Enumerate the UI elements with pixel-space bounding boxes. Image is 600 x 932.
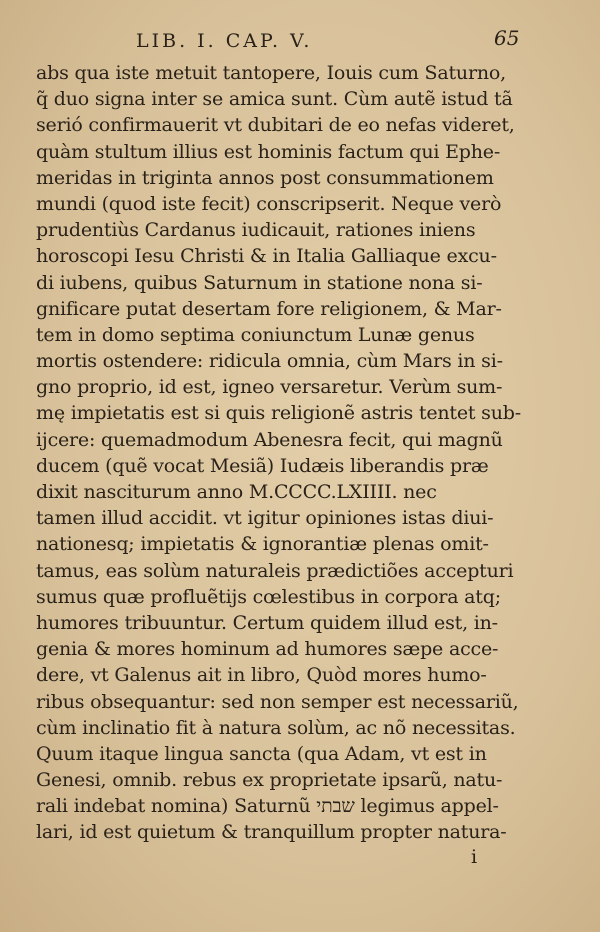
text-line: serió confirmauerit vt dubitari de eo nefas videret, bbox=[36, 114, 515, 137]
text-line: horoscopi Iesu Christi & in Italia Galliaque excu- bbox=[36, 245, 497, 268]
page-number: 65 bbox=[494, 26, 520, 50]
running-head: LIB. I. CAP. V. bbox=[136, 30, 313, 52]
text-line: mortis ostendere: ridicula omnia, cùm Mars in si- bbox=[36, 350, 503, 373]
catchword: i bbox=[471, 846, 478, 868]
text-line: ijcere: quemadmodum Abenesra fecit, qui magnũ bbox=[36, 428, 503, 451]
text-line: q̃ duo signa inter se amica sunt. Cùm autẽ istud tã bbox=[36, 88, 513, 111]
text-line: Genesi, omnib. rebus ex proprietate ipsarũ, natu- bbox=[36, 769, 503, 792]
text-line: prudentiùs Cardanus iudicauit, rationes iniens bbox=[36, 219, 476, 242]
text-line: nationesq; impietatis & ignorantiæ plenas omit- bbox=[36, 533, 489, 556]
text-line: meridas in triginta annos post consummationem bbox=[36, 166, 494, 189]
text-line: gno proprio, id est, igneo versaretur. Verùm sum- bbox=[36, 376, 503, 399]
text-line: mundi (quod iste fecit) conscripserit. Neque verò bbox=[36, 192, 502, 215]
text-line: gnificare putat desertam fore religionem, & Mar- bbox=[36, 297, 502, 320]
text-line: ducem (quẽ vocat Mesiã) Iudæis liberandis præ bbox=[36, 454, 489, 477]
text-line: lari, id est quietum & tranquillum propter natura- bbox=[36, 821, 507, 844]
text-line: tamen illud accidit. vt igitur opiniones istas diui- bbox=[36, 507, 494, 530]
text-line: di iubens, quibus Saturnum in statione nona si- bbox=[36, 271, 483, 294]
text-line: Quum itaque lingua sancta (qua Adam, vt est in bbox=[36, 742, 487, 765]
text-line: ribus obsequantur: sed non semper est necessariũ, bbox=[36, 690, 519, 713]
text-line: dixit nasciturum anno M.CCCC.LXIIII. nec bbox=[36, 481, 437, 503]
text-line: dere, vt Galenus ait in libro, Quòd mores humo- bbox=[36, 664, 487, 687]
text-line: quàm stultum illius est hominis factum qui Ephe- bbox=[36, 140, 501, 163]
body-text bbox=[36, 60, 536, 846]
text-line: sumus quæ profluẽtijs cœlestibus in corpora atq; bbox=[36, 585, 501, 608]
text-line: tem in domo septima coniunctum Lunæ genus bbox=[36, 323, 475, 346]
text-line: rali indebat nomina) Saturnũ שבתי legimus appel- bbox=[36, 795, 499, 818]
text-line: humores tribuuntur. Certum quidem illud est, in- bbox=[36, 611, 498, 634]
page-header bbox=[0, 26, 600, 56]
text-line: genia & mores hominum ad humores sæpe acce- bbox=[36, 638, 499, 661]
text-line: mę impietatis est si quis religionẽ astris tentet sub- bbox=[36, 402, 521, 425]
text-line: cùm inclinatio fit à natura solùm, ac nõ necessitas. bbox=[36, 716, 516, 739]
text-line: abs qua iste metuit tantopere, Iouis cum Saturno, bbox=[36, 62, 506, 84]
text-line: tamus, eas solùm naturaleis prædictiões accepturi bbox=[36, 559, 514, 582]
